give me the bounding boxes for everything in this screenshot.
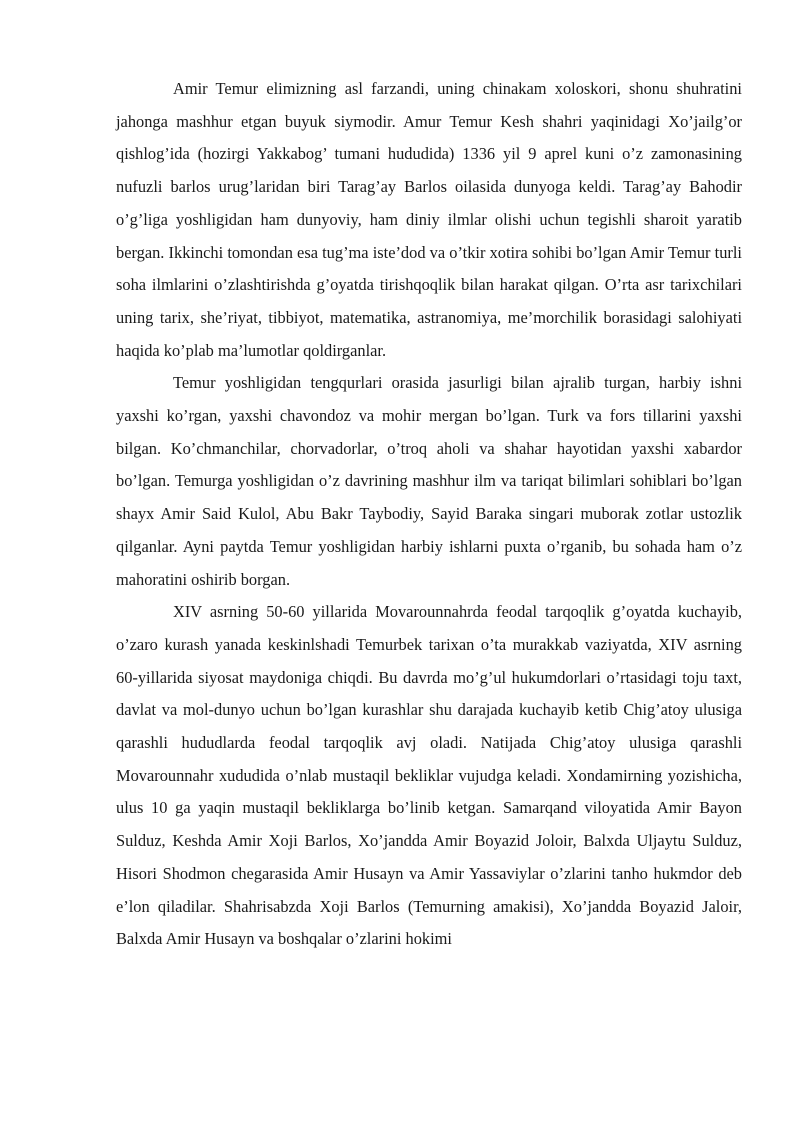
document-page	[116, 73, 742, 956]
paragraph-2: Temur yoshligidan tengqurlari orasida jasurligi bilan ajralib turgan, harbiy ishni yaxshi ko’rgan, yaxshi chavondoz va mohir mergan bo’lgan. Turk va fors tillarini yaxshi bilgan. Ko’chmanchilar, chorvadorlar, o’troq aholi va shahar hayotidan yaxshi xabardor bo’lgan. Temurga yoshligidan o’z davrining mashhur ilm va tariqat bilimlari sohiblari bo’lgan shayx Amir Said Kulol, Abu Bakr Taybodiy, Sayid Baraka singari muborak zotlar ustozlik qilganlar. Ayni paytda Temur yoshligidan harbiy ishlarni puxta o’rganib, bu sohada ham o’z mahoratini oshirib borgan.	[116, 373, 742, 589]
paragraph-3: XIV asrning 50-60 yillarida Movarounnahrda feodal tarqoqlik g’oyatda kuchayib, o’zaro kurash yanada keskinlshadi Temurbek tarixan o’ta murakkab vaziyatda, XIV asrning 60-yillarida siyosat maydoniga chiqdi. Bu davrda mo’g’ul hukumdorlari o’rtasidagi toju taxt, davlat va mol-dunyo uchun bo’lgan kurashlar shu darajada kuchayib ketib Chig’atoy ulusiga qarashli hududlarda feodal tarqoqlik avj oladi. Natijada Chig’atoy ulusiga qarashli Movarounnahr xududida o’nlab mustaqil bekliklar vujudga keladi. Xondamirning yozishicha, ulus 10 ga yaqin mustaqil bekliklarga bo’linib ketgan. Samarqand viloyatida Amir Bayon Sulduz, Keshda Amir Xoji Barlos, Xo’jandda Amir Boyazid Joloir, Balxda Uljaytu Sulduz, Hisori Shodmon chegarasida Amir Husayn va Amir Yassaviylar o’zlarini tanho hukmdor deb e’lon qiladilar. Shahrisabzda Xoji Barlos (Temurning amakisi), Xo’jandda Boyazid Jaloir, Balxda Amir Husayn va boshqalar o’zlarini hokimi	[116, 602, 742, 949]
paragraph-1: Amir Temur elimizning asl farzandi, uning chinakam xoloskori, shonu shuhratini jahonga mashhur etgan buyuk siymodir. Amur Temur Kesh shahri yaqinidagi Xo’jailg’or qishlog’ida (hozirgi Yakkabog’ tumani hududida) 1336 yil 9 aprel kuni o’z zamonasining nufuzli barlos urug’laridan biri Tarag’ay Barlos oilasida dunyoga keldi. Tarag’ay Bahodir o’g’liga yoshligidan ham dunyoviy, ham diniy ilmlar olishi uchun tegishli sharoit yaratib bergan. Ikkinchi tomondan esa tug’ma iste’dod va o’tkir xotira sohibi bo’lgan Amir Temur turli soha ilmlarini o’zlashtirishda g’oyatda tirishqoqlik bilan harakat qilgan. O’rta asr tarixchilari uning tarix, she’riyat, tibbiyot, matematika, astranomiya, me’morchilik borasidagi salohiyati haqida ko’plab ma’lumotlar qoldirganlar.	[116, 79, 742, 360]
